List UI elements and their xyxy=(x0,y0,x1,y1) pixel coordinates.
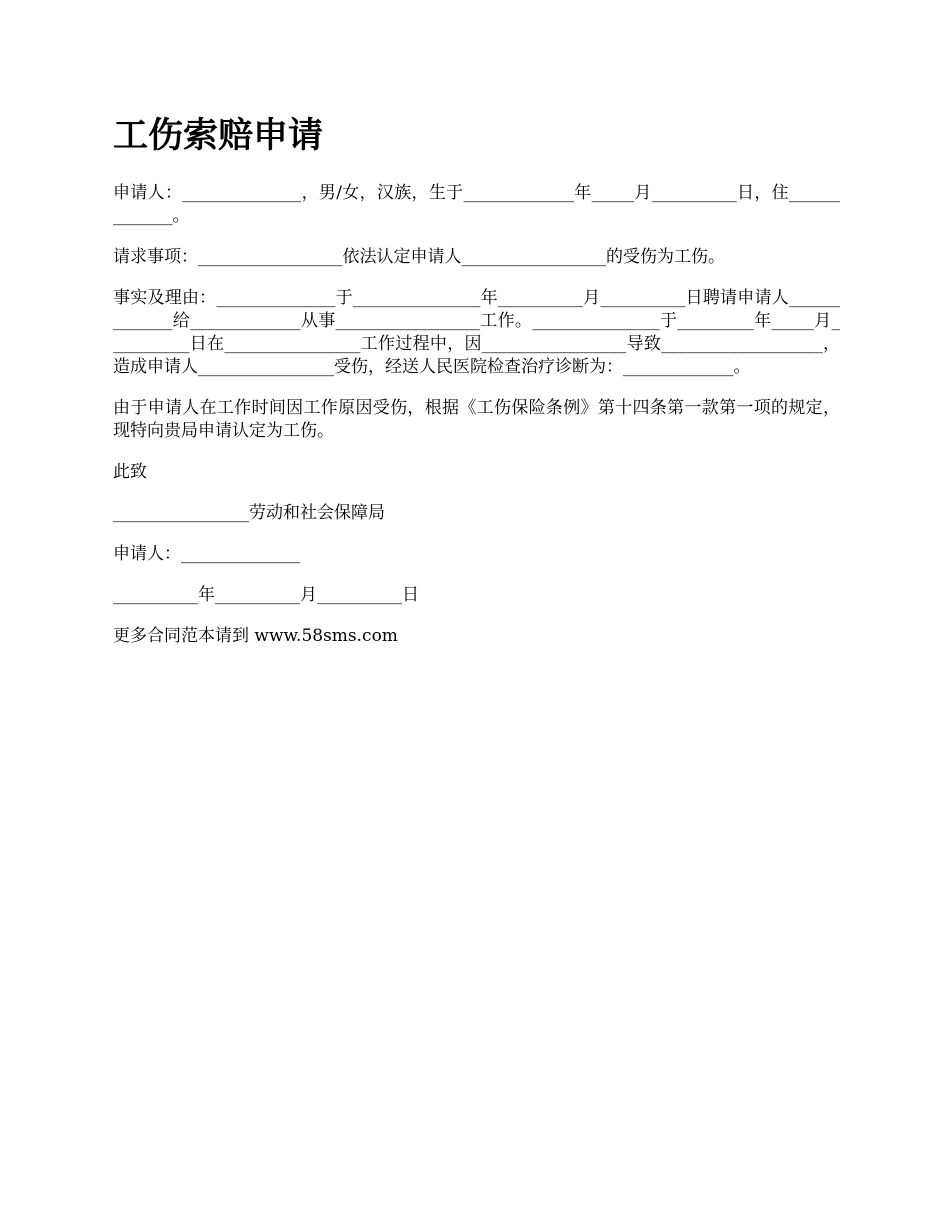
legal-basis-paragraph: 由于申请人在工作时间因工作原因受伤，根据《工伤保险条例》第十四条第一款第一项的规定，现特向贵局申请认定为工伤。 xyxy=(113,398,840,441)
recipient-bureau: ________________劳动和社会保障局 xyxy=(113,503,385,523)
applicant-info-paragraph: 申请人：______________，男/女，汉族，生于_____________年_____月__________日，住_____________。 xyxy=(113,183,840,226)
salutation: 此致 xyxy=(113,462,147,482)
footer-link-text: 更多合同范本请到 www.58sms.com xyxy=(113,626,398,646)
facts-reasons-paragraph: 事实及理由：______________于_______________年__________月__________日聘请申请人_____________给_____________从事_________________工作。_______________于_________年_____月__________日在________________工作过程中，因_________________导致___________________，造成申请人________________受伤，经送人民医院检查治疗诊断为：_____________。 xyxy=(113,288,840,377)
date-line: __________年__________月__________日 xyxy=(113,585,419,605)
document-title: 工伤索赔申请 xyxy=(113,116,324,156)
applicant-signature: 申请人：______________ xyxy=(113,544,300,564)
request-paragraph: 请求事项：_________________依法认定申请人_________________的受伤为工伤。 xyxy=(113,247,725,267)
document-page xyxy=(113,112,840,666)
